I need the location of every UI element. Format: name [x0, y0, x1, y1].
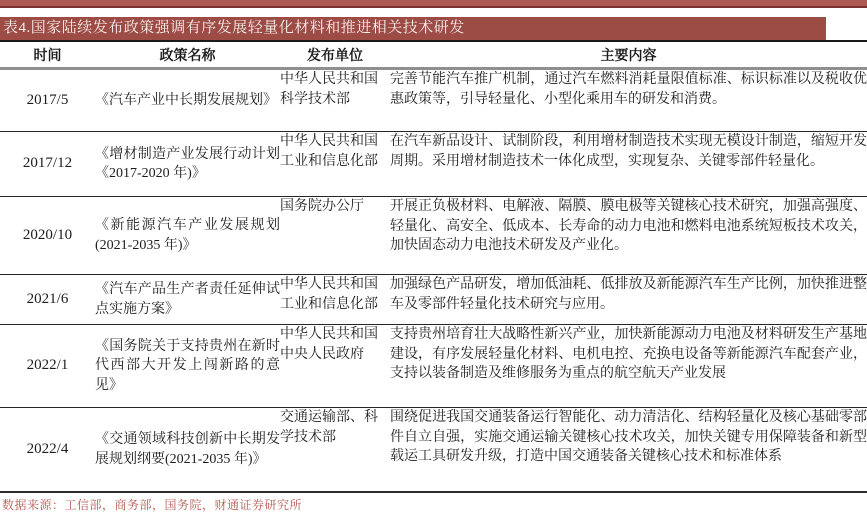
row-date: 2017/5	[0, 69, 95, 132]
row-content: 支持贵州培育壮大战略性新兴产业，加快新能源动力电池及材料研发生产基地建设，有序发展轻量化材料、电机电控、充换电设备等新能源汽车配套产业，支持以装备制造及维修服务为重点的航空航天产业发展	[390, 325, 867, 408]
table-row	[0, 132, 867, 197]
row-unit: 中华人民共和国工业和信息化部	[280, 132, 390, 197]
row-policy: 《增材制造产业发展行动计划《2017-2020 年)》	[95, 132, 280, 197]
row-date: 2020/10	[0, 197, 95, 275]
table-row	[0, 408, 867, 493]
row-unit: 交通运输部、科学技术部	[280, 408, 390, 493]
row-content: 完善节能汽车推广机制，通过汽车燃料消耗量限值标准、标识标准以及税收优惠政策等，引导轻量化、小型化乘用车的研发和消费。	[390, 69, 867, 132]
row-date: 2022/1	[0, 325, 95, 408]
row-unit: 中华人民共和国科学技术部	[280, 69, 390, 132]
table-row	[0, 69, 867, 132]
column-header-policy: 政策名称	[95, 41, 280, 69]
row-content: 开展正负极材料、电解液、隔膜、膜电极等关键核心技术研究，加强高强度、轻量化、高安全、低成本、长寿命的动力电池和燃料电池系统短板技术攻关，加快固态动力电池技术研发及产业化。	[390, 197, 867, 275]
policy-table	[0, 40, 867, 493]
row-date: 2021/6	[0, 275, 95, 325]
row-content: 在汽车新品设计、试制阶段，利用增材制造技术实现无模设计制造，缩短开发周期。采用增材制造技术一体化成型，实现复杂、关键零部件轻量化。	[390, 132, 867, 197]
column-header-date: 时间	[0, 41, 95, 69]
row-date: 2017/12	[0, 132, 95, 197]
row-policy: 《汽车产业中长期发展规划》	[95, 69, 280, 132]
table-title-bar	[0, 17, 826, 40]
column-header-content: 主要内容	[390, 41, 867, 69]
row-unit: 中华人民共和国中央人民政府	[280, 325, 390, 408]
row-policy: 《汽车产品生产者责任延伸试点实施方案》	[95, 275, 280, 325]
table-header-row	[0, 41, 867, 69]
data-source-note: 数据来源：工信部，商务部，国务院，财通证券研究所	[2, 498, 303, 512]
row-unit: 国务院办公厅	[280, 197, 390, 275]
column-header-unit: 发布单位	[280, 41, 390, 69]
row-content: 围绕促进我国交通装备运行智能化、动力清洁化、结构轻量化及核心基础零部件自立自强，实施交通运输关键核心技术攻关，加快关键专用保障装备和新型载运工具研发升级，打造中国交通装备关键核心技术和标准体系	[390, 408, 867, 493]
row-policy: 《国务院关于支持贵州在新时代西部大开发上闯新路的意见》	[95, 325, 280, 408]
row-content: 加强绿色产品研发，增加低油耗、低排放及新能源汽车生产比例，加快推进整车及零部件轻量化技术研究与应用。	[390, 275, 867, 325]
row-policy: 《交通领域科技创新中长期发展规划纲要(2021-2035 年)》	[95, 408, 280, 493]
row-unit: 中华人民共和国工业和信息化部	[280, 275, 390, 325]
row-policy: 《新能源汽车产业发展规划(2021-2035 年)》	[95, 197, 280, 275]
page-accent-strip	[0, 0, 867, 8]
row-date: 2022/4	[0, 408, 95, 493]
table-row	[0, 197, 867, 275]
table-title: 表4.国家陆续发布政策强调有序发展轻量化材料和推进相关技术研发	[3, 20, 465, 36]
table-row	[0, 325, 867, 408]
table-row	[0, 275, 867, 325]
